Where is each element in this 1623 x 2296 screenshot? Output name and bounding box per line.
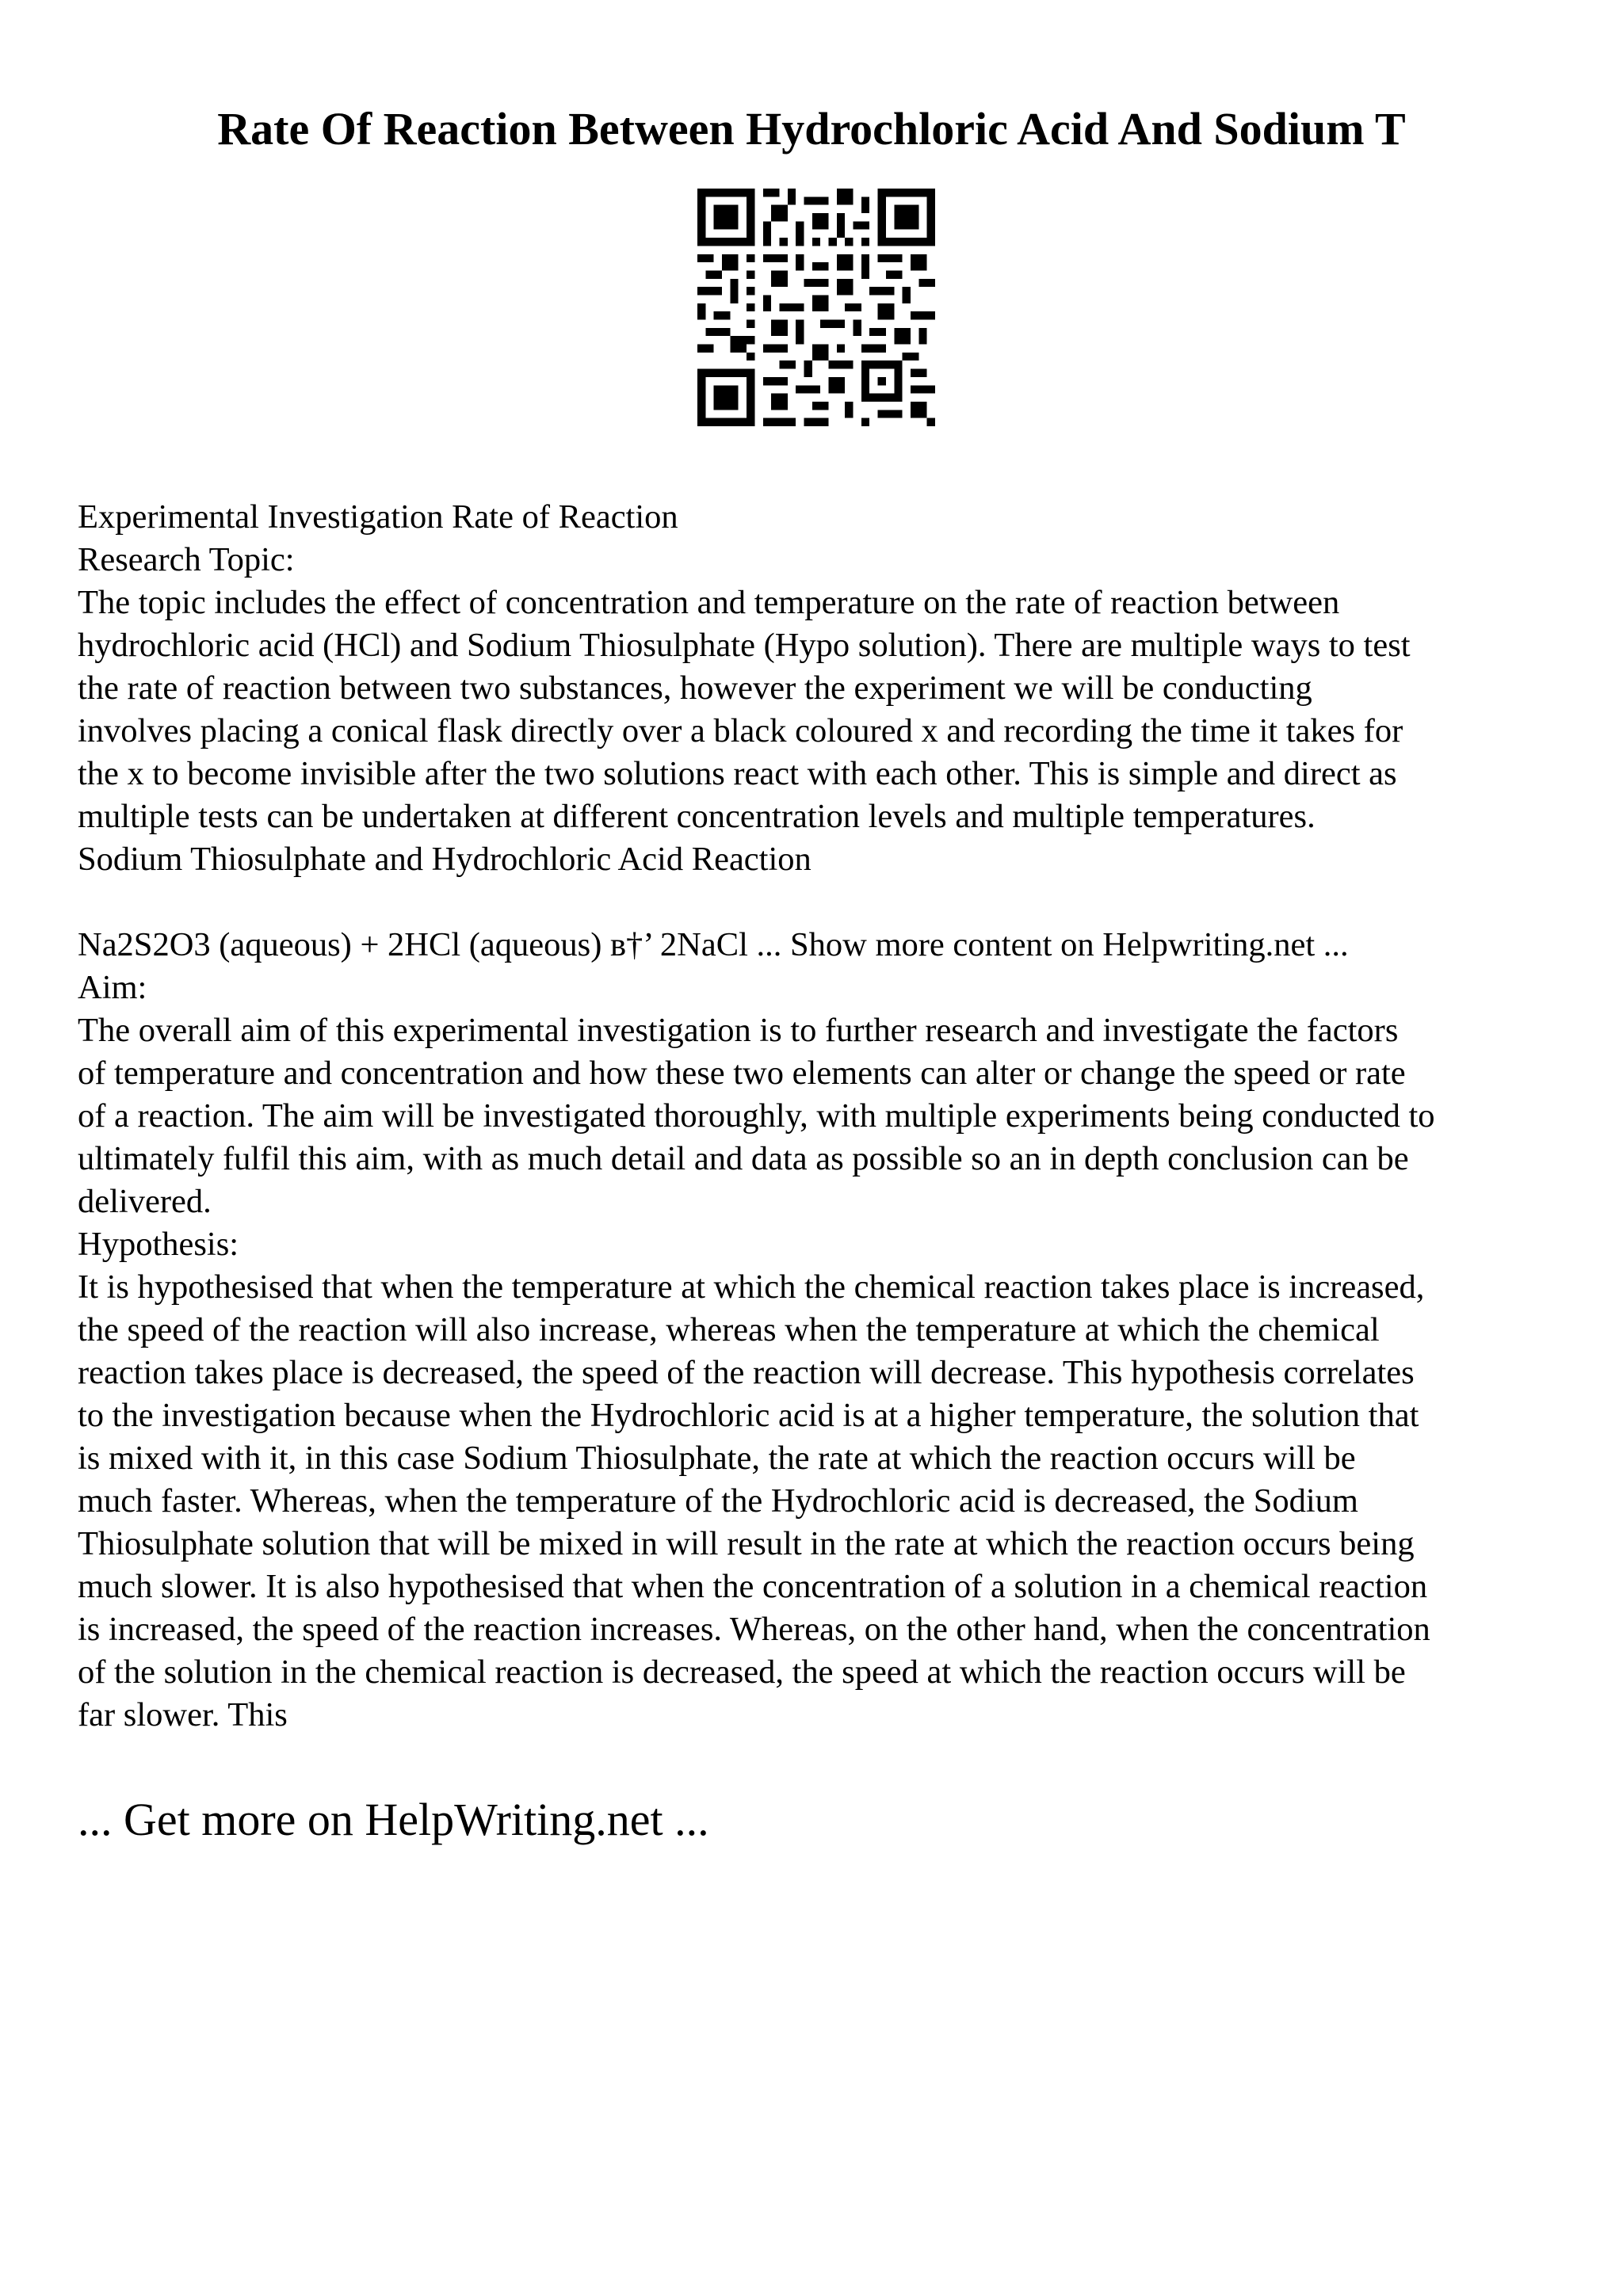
research-topic-paragraph (78, 582, 1583, 838)
paragraph-line: is increased, the speed of the reaction increases. Whereas, on the other hand, when the concentration (78, 1611, 1430, 1648)
research-topic-label: Research Topic: (78, 541, 295, 578)
paragraph-line: Thiosulphate solution that will be mixed in will result in the rate at which the reaction occurs being (78, 1525, 1415, 1562)
paragraph-line: delivered. (78, 1183, 212, 1220)
paragraph-line: multiple tests can be undertaken at different concentration levels and multiple temperatures. (78, 798, 1316, 835)
qr-code-icon (697, 189, 935, 426)
paragraph-line: the speed of the reaction will also increase, whereas when the temperature at which the chemical (78, 1311, 1380, 1348)
aim-label: Aim: (78, 969, 147, 1006)
paragraph-line: of a reaction. The aim will be investigated thoroughly, with multiple experiments being conducted to (78, 1097, 1435, 1135)
reaction-heading: Sodium Thiosulphate and Hydrochloric Acid Reaction (78, 841, 812, 878)
aim-paragraph (78, 1009, 1583, 1223)
get-more-link[interactable]: ... Get more on HelpWriting.net ... (78, 1794, 709, 1845)
paragraph-line: far slower. This (78, 1696, 288, 1733)
paragraph-spacer (78, 881, 1583, 924)
paragraph-line: ultimately fulfil this aim, with as much detail and data as possible so an in depth conclusion can be (78, 1140, 1409, 1177)
paragraph-line: The overall aim of this experimental investigation is to further research and investigate the factors (78, 1012, 1399, 1049)
paragraph-line: reaction takes place is decreased, the speed of the reaction will decrease. This hypothesis correlates (78, 1354, 1415, 1391)
hypothesis-paragraph (78, 1266, 1583, 1737)
paragraph-line: involves placing a conical flask directly over a black coloured x and recording the time it takes for (78, 712, 1403, 749)
paragraph-line: the x to become invisible after the two solutions react with each other. This is simple and direct as (78, 755, 1397, 792)
document-title: Rate Of Reaction Between Hydrochloric Acid And Sodium T (217, 103, 1406, 154)
reaction-equation: Na2S2O3 (aqueous) + 2HCl (aqueous) в†’ 2NaCl ... Show more content on Helpwriting.net ... (78, 926, 1349, 963)
paragraph-line: much faster. Whereas, when the temperature of the Hydrochloric acid is decreased, the Sodium (78, 1482, 1358, 1520)
paragraph-line: is mixed with it, in this case Sodium Thiosulphate, the rate at which the reaction occurs will be (78, 1440, 1356, 1477)
document-body (78, 496, 1583, 1737)
paragraph-line: to the investigation because when the Hydrochloric acid is at a higher temperature, the solution that (78, 1397, 1419, 1434)
paragraph-line: The topic includes the effect of concentration and temperature on the rate of reaction between (78, 584, 1340, 621)
paragraph-line: of temperature and concentration and how these two elements can alter or change the speed or rate (78, 1055, 1406, 1092)
paragraph-line: the rate of reaction between two substances, however the experiment we will be conducting (78, 669, 1312, 707)
paragraph-line: hydrochloric acid (HCl) and Sodium Thiosulphate (Hypo solution). There are multiple ways to test (78, 627, 1411, 664)
paragraph-line: of the solution in the chemical reaction is decreased, the speed at which the reaction occurs will be (78, 1653, 1406, 1691)
hypothesis-label: Hypothesis: (78, 1226, 239, 1263)
experiment-heading: Experimental Investigation Rate of Reaction (78, 498, 678, 536)
paragraph-line: much slower. It is also hypothesised that when the concentration of a solution in a chemical reaction (78, 1568, 1428, 1605)
paragraph-line: It is hypothesised that when the temperature at which the chemical reaction takes place is increased, (78, 1268, 1425, 1306)
